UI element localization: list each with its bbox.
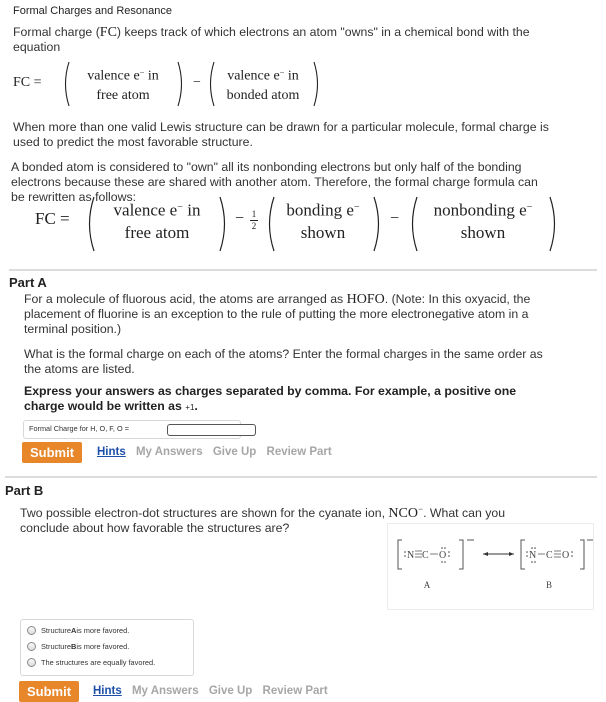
resonance-structures-figure <box>388 524 593 609</box>
right-paren-icon <box>176 61 186 107</box>
structure-b-label: B <box>545 580 553 590</box>
option-equally-favored[interactable]: The structures are equally favored. <box>27 656 155 669</box>
example-charge: +1 <box>185 403 195 412</box>
structure-a-label: A <box>423 580 431 590</box>
equation-term-valence-bonded: valence e− in bonded atom <box>226 68 300 103</box>
option-structure-b[interactable]: Structure B is more favored. <box>27 640 129 653</box>
equation-lhs: FC = <box>13 75 42 90</box>
intro-paragraph-3: A bonded atom is considered to "own" all its nonbonding electrons but only half of the bonding electrons because these are shared with another atom. Therefore, the formal charge formula can be rewritten as follows: <box>11 160 538 204</box>
part-b-hints-link[interactable]: Hints <box>93 685 122 697</box>
bracket-left-icon <box>398 540 402 569</box>
intro-paragraph-2: When more than one valid Lewis structure can be drawn for a particular molecule, formal charge is used to predict the most favorable structure. <box>13 120 549 149</box>
part-a-review-part-link[interactable]: Review Part <box>266 446 332 458</box>
bracket-right-icon <box>459 540 463 569</box>
left-paren-icon <box>84 196 96 252</box>
radio-button[interactable] <box>27 626 36 635</box>
radio-button[interactable] <box>27 642 36 651</box>
part-a-title: Part A <box>9 275 47 290</box>
lewis-structures-image <box>387 523 594 610</box>
formal-charge-expanded-equation <box>35 196 595 252</box>
formal-charge-input[interactable] <box>167 424 256 436</box>
part-a-question: For a molecule of fluorous acid, the atoms are arranged as HOFO. (Note: In this oxyacid, the placement of fluorine is an exception to the rule of putting the more electronegative atom in a terminal position.) <box>24 292 531 336</box>
left-paren-icon <box>206 61 216 107</box>
structure-a <box>404 547 450 563</box>
equation-term-nonbonding: nonbonding e− shown <box>433 200 533 242</box>
part-a-instructions: Express your answers as charges separated by comma. For example, a positive one charge would be written as +1. <box>24 384 517 413</box>
equation-term-bonding: bonding e− shown <box>286 200 360 242</box>
part-b-my-answers-link[interactable]: My Answers <box>131 685 199 697</box>
part-b-title: Part B <box>5 483 44 498</box>
answer-options <box>20 619 194 676</box>
bracket-right-icon <box>580 540 584 569</box>
equation-term-valence-free: valence e− in free atom <box>87 68 159 103</box>
part-a-action-links <box>97 446 339 458</box>
part-a-my-answers-link[interactable]: My Answers <box>135 446 203 458</box>
svg-text:O: O <box>562 550 570 561</box>
svg-text:C: C <box>422 550 429 561</box>
svg-text:N: N <box>529 550 537 561</box>
part-a-submit-button[interactable]: Submit <box>22 442 82 463</box>
page-title: Formal Charges and Resonance <box>13 5 172 17</box>
left-paren-icon <box>407 196 419 252</box>
minus-operator: − <box>235 210 245 227</box>
intro-paragraph-1: Formal charge (FC) keeps track of which electrons an atom "owns" in a chemical bond with the equation <box>13 25 530 54</box>
equation-lhs: FC = <box>35 209 70 228</box>
right-paren-icon <box>548 196 560 252</box>
equation-term-valence-free: valence e− in free atom <box>113 200 201 242</box>
svg-text:N: N <box>407 550 415 561</box>
right-paren-icon <box>372 196 384 252</box>
part-b-action-links <box>93 685 335 697</box>
part-b-submit-button[interactable]: Submit <box>19 681 79 702</box>
answer-field-container <box>23 420 241 439</box>
part-b-review-part-link[interactable]: Review Part <box>262 685 328 697</box>
minus-operator: − <box>193 75 201 90</box>
part-a-prompt: What is the formal charge on each of the atoms? Enter the formal charges in the same order as the atoms are listed. <box>24 347 543 376</box>
part-b-question: Two possible electron-dot structures are shown for the cyanate ion, NCO−. What can you conclude about how favorable the structures are? <box>20 504 506 535</box>
structure-b <box>526 547 573 563</box>
section-divider <box>5 476 597 478</box>
one-half-fraction: 1 2 <box>251 209 257 231</box>
left-paren-icon <box>61 61 71 107</box>
option-structure-a[interactable]: Structure A is more favored. <box>27 624 129 637</box>
part-b-give-up-link[interactable]: Give Up <box>208 685 253 697</box>
svg-text:C: C <box>546 550 553 561</box>
resonance-arrow-icon <box>483 552 514 556</box>
right-paren-icon <box>218 196 230 252</box>
part-a-hints-link[interactable]: Hints <box>97 446 126 458</box>
bracket-left-icon <box>521 540 525 569</box>
svg-text:O: O <box>439 550 447 561</box>
formula-hofo: HOFO <box>346 292 385 307</box>
section-divider <box>9 269 597 271</box>
left-paren-icon <box>264 196 276 252</box>
part-a-give-up-link[interactable]: Give Up <box>212 446 257 458</box>
fc-symbol: FC <box>99 25 117 40</box>
formal-charge-equation <box>13 61 333 107</box>
answer-label: Formal Charge for H, O, F, O = <box>29 424 129 433</box>
minus-operator: − <box>390 210 400 227</box>
formula-nco: NCO <box>388 505 418 521</box>
radio-button[interactable] <box>27 658 36 667</box>
right-paren-icon <box>312 61 322 107</box>
